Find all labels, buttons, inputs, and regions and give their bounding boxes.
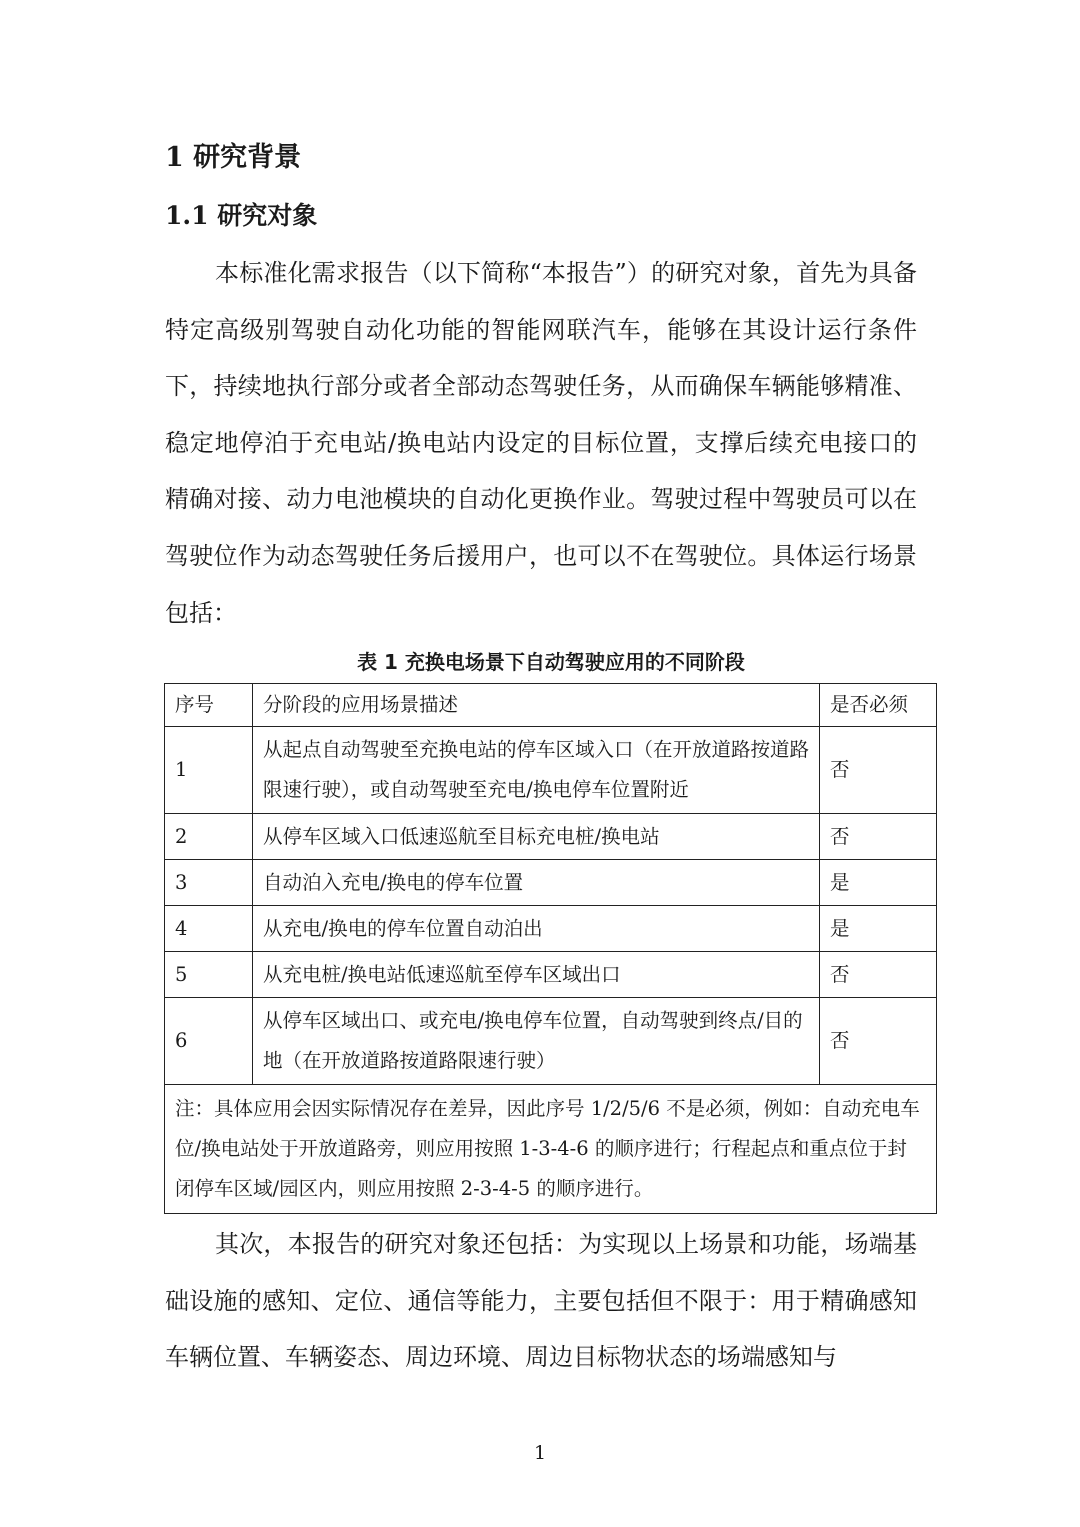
cell-number: 4 <box>165 906 253 952</box>
cell-required: 是 <box>820 860 937 906</box>
cell-required: 是 <box>820 906 937 952</box>
cell-required: 否 <box>820 952 937 998</box>
header-cell-number: 序号 <box>165 684 253 727</box>
table-caption: 表 1 充换电场景下自动驾驶应用的不同阶段 <box>357 650 745 674</box>
cell-description: 从停车区域出口、或充电/换电停车位置，自动驾驶到终点/目的地（在开放道路按道路限速行驶） <box>253 998 820 1085</box>
scenario-table <box>164 683 937 1214</box>
cell-number: 1 <box>165 727 253 814</box>
cell-description: 从充电桩/换电站低速巡航至停车区域出口 <box>253 952 820 998</box>
cell-description: 从充电/换电的停车位置自动泊出 <box>253 906 820 952</box>
table-note: 注：具体应用会因实际情况存在差异，因此序号 1/2/5/6 不是必须，例如：自动充电车位/换电站处于开放道路旁，则应用按照 1-3-4-6 的顺序进行；行程起点和重点位于封闭停车区域/园区内，则应用按照 2-3-4-5 的顺序进行。 <box>165 1085 937 1214</box>
cell-number: 5 <box>165 952 253 998</box>
header-cell-description: 分阶段的应用场景描述 <box>253 684 820 727</box>
cell-required: 否 <box>820 814 937 860</box>
cell-required: 否 <box>820 998 937 1085</box>
cell-number: 2 <box>165 814 253 860</box>
table-row <box>165 906 937 952</box>
cell-number: 6 <box>165 998 253 1085</box>
table-row <box>165 998 937 1085</box>
table-row <box>165 952 937 998</box>
page-number: 1 <box>533 1442 547 1464</box>
body-paragraph-1: 本标准化需求报告（以下简称“本报告”）的研究对象，首先为具备特定高级别驾驶自动化功能的智能网联汽车，能够在其设计运行条件下，持续地执行部分或者全部动态驾驶任务，从而确保车辆能够精准、稳定地停泊于充电站/换电站内设定的目标位置，支撑后续充电接口的精确对接、动力电池模块的自动化更换作业。驾驶过程中驾驶员可以在驾驶位作为动态驾驶任务后援用户，也可以不在驾驶位。具体运行场景包括： <box>165 259 917 627</box>
table-note-row <box>165 1085 937 1214</box>
subsection-heading: 1.1 研究对象 <box>165 201 318 230</box>
header-cell-required: 是否必须 <box>820 684 937 727</box>
cell-description: 自动泊入充电/换电的停车位置 <box>253 860 820 906</box>
cell-description: 从起点自动驾驶至充换电站的停车区域入口（在开放道路按道路限速行驶），或自动驾驶至充电/换电停车位置附近 <box>253 727 820 814</box>
section-heading: 1 研究背景 <box>165 142 302 173</box>
body-paragraph-2: 其次，本报告的研究对象还包括：为实现以上场景和功能，场端基础设施的感知、定位、通信等能力，主要包括但不限于：用于精确感知车辆位置、车辆姿态、周边环境、周边目标物状态的场端感知与 <box>165 1230 917 1372</box>
table-row <box>165 727 937 814</box>
table-row <box>165 814 937 860</box>
table-row <box>165 860 937 906</box>
cell-number: 3 <box>165 860 253 906</box>
cell-description: 从停车区域入口低速巡航至目标充电桩/换电站 <box>253 814 820 860</box>
cell-required: 否 <box>820 727 937 814</box>
table-header-row <box>165 684 937 727</box>
